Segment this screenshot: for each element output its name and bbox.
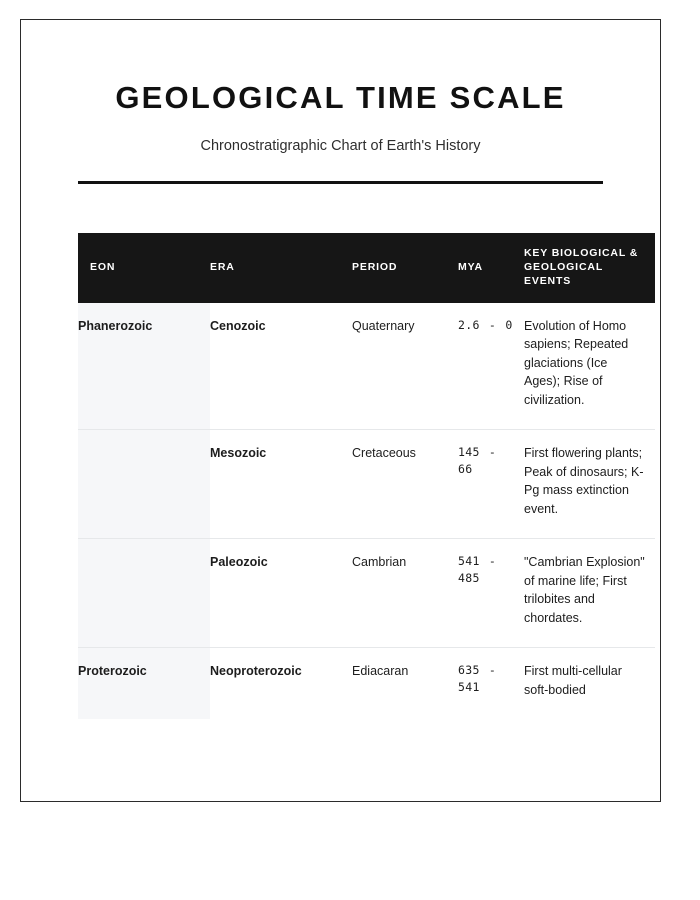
cell-era: Cenozoic (210, 318, 266, 333)
cell-mya: 541 - 485 (458, 539, 524, 648)
cell-eon: Proterozoic (78, 648, 210, 720)
column-header-period: PERIOD (352, 233, 458, 303)
cell-eon (78, 539, 210, 648)
cell-mya: 145 - 66 (458, 430, 524, 539)
title-divider (78, 181, 603, 184)
table-header (78, 233, 655, 303)
column-header-era: ERA (210, 233, 352, 303)
cell-period: Ediacaran (352, 648, 458, 720)
time-scale-table-container (78, 233, 645, 719)
table-row (78, 303, 655, 430)
column-header-eon: EON (78, 233, 210, 303)
cell-events: Evolution of Homo sapiens; Repeated glaciations (Ice Ages); Rise of civilization. (524, 318, 629, 407)
table-header-row (78, 233, 655, 303)
cell-events: "Cambrian Explosion" of marine life; First trilobites and chordates. (524, 539, 655, 648)
table-row (78, 539, 655, 648)
cell-period: Cambrian (352, 539, 458, 648)
table-body (78, 303, 655, 720)
cell-eon: Phanerozoic (78, 303, 210, 430)
cell-mya: 2.6 - 0 (458, 317, 513, 332)
page-title: GEOLOGICAL TIME SCALE (115, 80, 566, 115)
cell-period: Cretaceous (352, 430, 458, 539)
table-row (78, 430, 655, 539)
page-subtitle: Chronostratigraphic Chart of Earth's History (200, 137, 481, 154)
cell-mya: 635 - 541 (458, 648, 524, 720)
cell-era: Paleozoic (210, 539, 352, 648)
column-header-events: KEY BIOLOGICAL & GEOLOGICAL EVENTS (524, 233, 655, 303)
cell-events: First multi-cellular soft-bodied (524, 648, 655, 720)
document-page (20, 19, 661, 802)
cell-period: Quaternary (352, 318, 415, 333)
column-header-mya: MYA (458, 233, 524, 303)
geological-time-scale-table (78, 233, 655, 719)
cell-eon (78, 430, 210, 539)
table-row (78, 648, 655, 720)
document-masthead (21, 20, 660, 184)
cell-events: First flowering plants; Peak of dinosaurs; K-Pg mass extinction event. (524, 430, 655, 539)
cell-era: Mesozoic (210, 430, 352, 539)
cell-era: Neoproterozoic (210, 648, 352, 720)
